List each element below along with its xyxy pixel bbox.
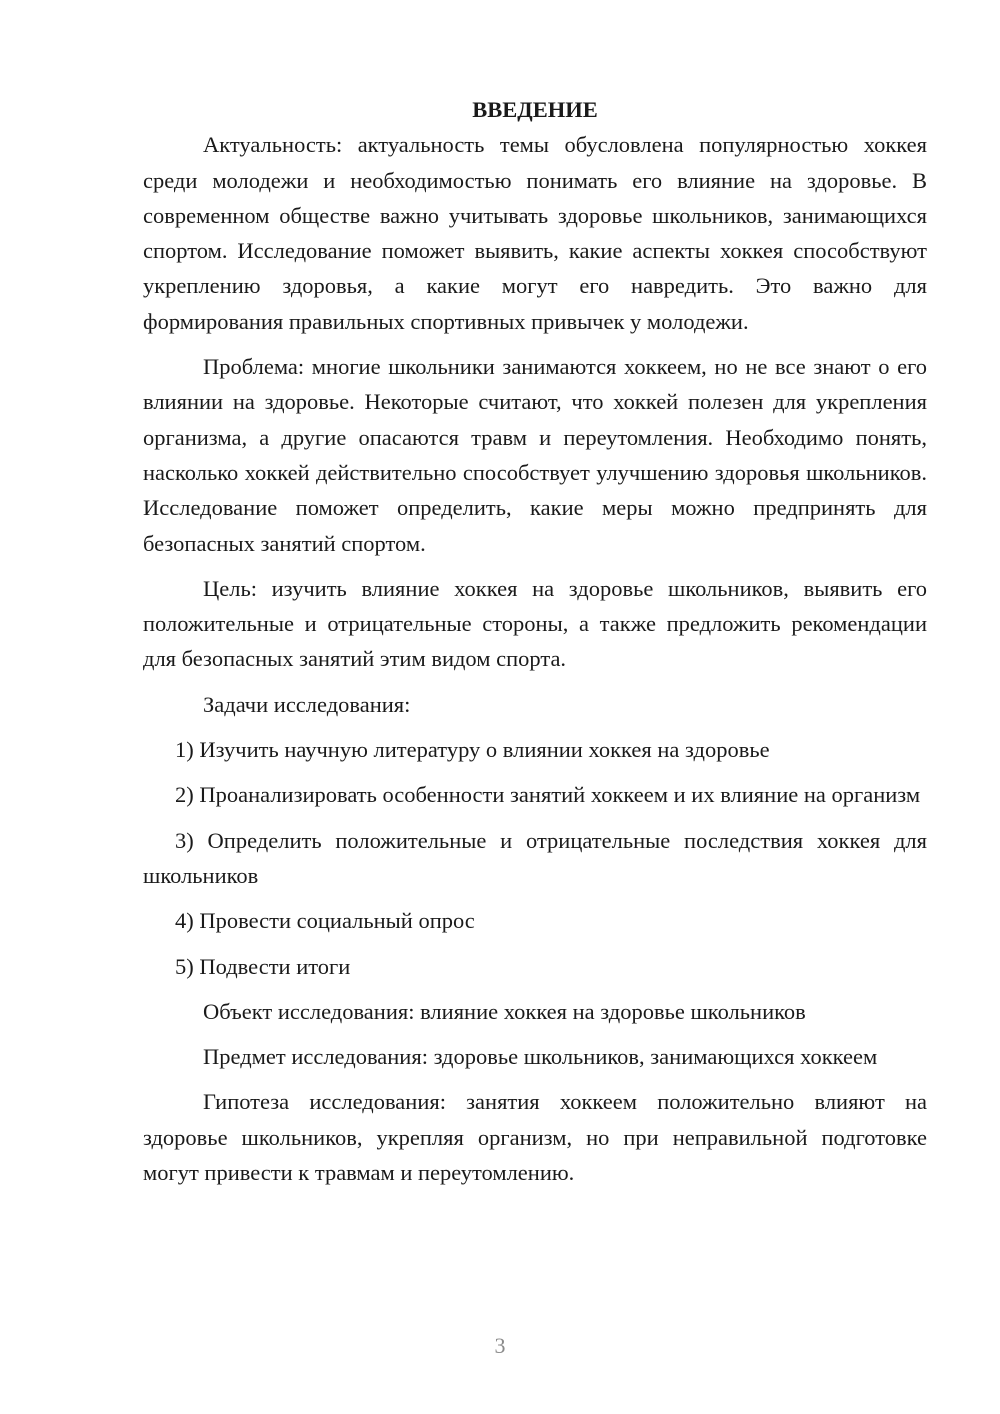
- hypothesis-paragraph: Гипотеза исследования: занятия хоккеем положительно влияют на здоровье школьников, укрепляя организм, но при неправильной подготовке могут привести к травмам и переутомлению.: [143, 1089, 927, 1186]
- section-title: ВВЕДЕНИЕ: [472, 97, 598, 122]
- tasks-heading: Задачи исследования:: [203, 691, 411, 717]
- task-item-1: 1) Изучить научную литературу о влиянии хоккея на здоровье: [175, 737, 770, 763]
- subject-paragraph: Предмет исследования: здоровье школьников, занимающихся хоккеем: [203, 1044, 878, 1070]
- page-number: 3: [494, 1333, 506, 1358]
- task-item-4: 4) Провести социальный опрос: [175, 908, 475, 934]
- task-item-3: 3) Определить положительные и отрицательные последствия хоккея для школьников: [143, 827, 927, 888]
- object-paragraph: Объект исследования: влияние хоккея на здоровье школьников: [203, 998, 806, 1024]
- relevance-paragraph: Актуальность: актуальность темы обусловлена популярностью хоккея среди молодежи и необходимостью понимать его влияние на здоровье. В современном обществе важно учитывать здоровье школьников, занимающихся спортом. Исследование поможет выявить, какие аспекты хоккея способствуют укреплению здоровья, а какие могут его навредить. Это важно для формирования правильных спортивных привычек у молодежи.: [143, 132, 927, 334]
- task-item-2: 2) Проанализировать особенности занятий хоккеем и их влияние на организм: [175, 782, 921, 808]
- goal-paragraph: Цель: изучить влияние хоккея на здоровье школьников, выявить его положительные и отрицательные стороны, а также предложить рекомендации для безопасных занятий этим видом спорта.: [143, 575, 927, 672]
- problem-paragraph: Проблема: многие школьники занимаются хоккеем, но не все знают о его влиянии на здоровье. Некоторые считают, что хоккей полезен для укрепления организма, а другие опасаются травм и переутомления. Необходимо понять, насколько хоккей действительно способствует улучшению здоровья школьников. Исследование поможет определить, какие меры можно предпринять для безопасных занятий спортом.: [143, 354, 927, 556]
- page-content: [143, 92, 927, 1190]
- task-item-5: 5) Подвести итоги: [175, 953, 351, 979]
